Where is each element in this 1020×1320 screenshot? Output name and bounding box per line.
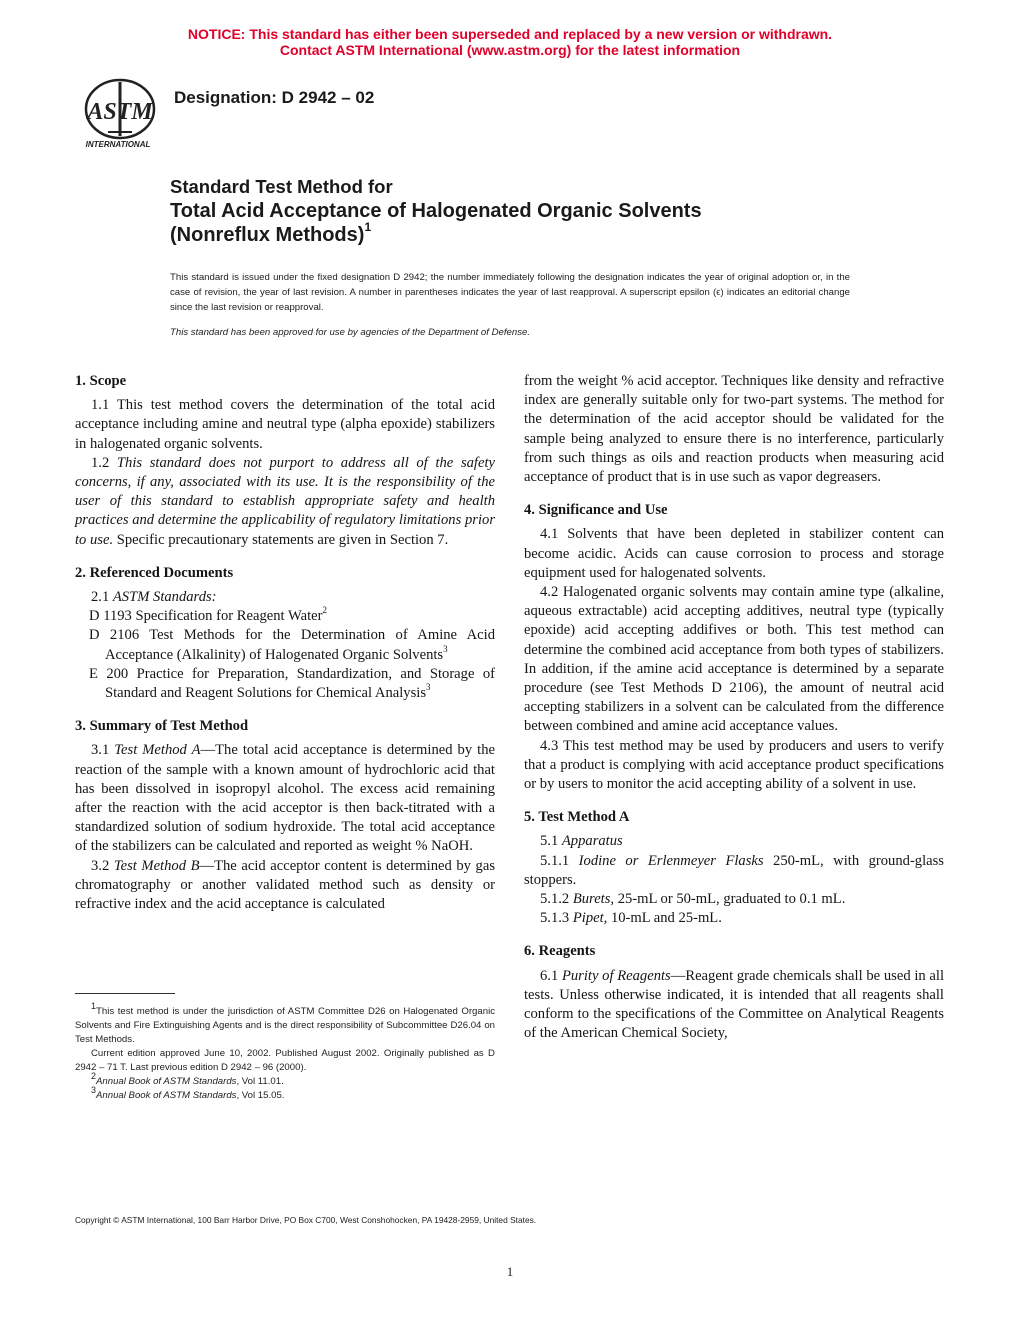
logo-letters: ASTM	[87, 99, 153, 125]
section-heading-test-method-a: 5. Test Method A	[524, 809, 630, 826]
ref-text: D 2106 Test Methods for the Determination of Amine Acid Acceptance (Alkalinity) of Halogenated Organic Solvents	[89, 627, 495, 663]
footnote-2	[75, 1070, 495, 1089]
paragraph-5-1-2	[524, 890, 944, 909]
section-heading-significance: 4. Significance and Use	[524, 502, 668, 519]
reference-d1193	[75, 607, 495, 626]
para-italic: Burets,	[572, 891, 615, 908]
para-num: 5.1.1	[540, 852, 579, 869]
para-italic: This standard does not purport to address all of the safety concerns, if any, associated with its use. It is the responsibility of the user of this standard to establish appropriate safety and health practices and determine the applicability of regulatory limitations prior to use.	[75, 454, 495, 548]
footnotes	[75, 1000, 495, 1103]
para-num: 3.2	[91, 857, 114, 874]
para-text: 10-mL and 25-mL.	[607, 910, 722, 927]
withdrawal-notice	[0, 26, 1020, 58]
footnote-divider	[75, 993, 175, 994]
para-num: 5.1	[540, 833, 562, 850]
footnote-italic: Annual Book of ASTM Standards	[96, 1090, 237, 1101]
para-text: 250-mL, with ground-glass stoppers.	[524, 852, 944, 888]
astm-logo	[78, 76, 160, 150]
para-num: 3.1	[91, 742, 115, 759]
para-text: —The acid acceptor content is determined by gas chromatography or another validated method such as density or refractive index and the acid acceptance is calculated	[75, 857, 495, 913]
para-tail: Specific precautionary statements are given in Section 7.	[113, 531, 449, 548]
footnote-mark: 3	[443, 643, 448, 654]
page-number: 1	[506, 1264, 514, 1279]
ref-text: D 1193 Specification for Reagent Water	[89, 608, 323, 625]
title-line-2: Total Acid Acceptance of Halogenated Organic Solvents	[170, 200, 702, 222]
para-italic: ASTM Standards:	[112, 589, 217, 606]
paragraph-3-1	[75, 741, 495, 856]
paragraph-6-1	[524, 967, 944, 1044]
para-text: —The total acid acceptance is determined by the reaction of the sample with a known amount of hydrochloric acid that has been dissolved in isopropyl alcohol. The excess acid remaining after the reaction with the acid acceptor is then back-titrated with a standardized solution of sodium hydroxide. The total acid acceptance of the stabilizers can be calculated and reported as weight % NaOH.	[75, 742, 496, 855]
reference-d2106	[75, 626, 495, 664]
para-text: —Reagent grade chemicals shall be used in all tests. Unless otherwise indicated, it is intended that all reagents shall conform to the specifications of the Committee on Analytical Reagents of the American Chemical Society,	[524, 967, 945, 1042]
section-heading-reagents: 6. Reagents	[524, 943, 596, 960]
ref-text: E 200 Practice for Preparation, Standardization, and Storage of Standard and Reagent Solutions for Chemical Analysis	[89, 665, 495, 702]
footnote-3	[75, 1084, 495, 1103]
designation: Designation: D 2942 – 02	[174, 88, 375, 107]
paragraph-1-2	[75, 454, 495, 550]
copyright-notice: Copyright © ASTM International, 100 Barr Harbor Drive, PO Box C700, West Conshohocken, PA 19428-2959, United States.	[75, 1215, 537, 1225]
paragraph-4-2: 4.2 Halogenated organic solvents may contain amine type (alkaline, aqueous extractable) acid accepting additives, neutral type (typically epoxide) acid accepting addifives or both. This test method can determine the combined acid acceptance from both types of stabilizers. In addition, if the amine acid acceptance is determined by a separate procedure (see Test Methods D 2106), the amount of neutral acid accepting stabilizers in a solvent can be calculated from the difference between combined and amine acid acceptance values.	[524, 584, 944, 735]
reference-e200	[75, 665, 495, 703]
paragraph-5-1	[524, 832, 944, 851]
paragraph-4-3: 4.3 This test method may be used by producers and users to verify that a product is complying with acid acceptance product specifications or by users to monitor the acid accepting ability of a solvent in use.	[524, 737, 944, 793]
paragraph-3-2	[75, 857, 495, 915]
footnote-italic: Annual Book of ASTM Standards	[96, 1076, 237, 1087]
title-line-3-text: (Nonreflux Methods)	[170, 224, 365, 246]
para-italic: Test Method A	[114, 742, 201, 759]
left-column	[75, 372, 495, 914]
para-num: 2.1	[91, 589, 113, 606]
paragraph-5-1-3	[524, 909, 944, 928]
footnote-text: , Vol 11.01.	[236, 1076, 284, 1087]
section-heading-summary: 3. Summary of Test Method	[75, 718, 249, 735]
para-italic: Purity of Reagents	[561, 967, 671, 984]
logo-international: INTERNATIONAL	[85, 140, 151, 149]
footnote-text: This test method is under the jurisdiction of ASTM Committee D26 on Halogenated Organic Solvents and Fire Extinguishing Agents and is the direct responsibility of Subcommittee D26.04 on Test Methods.	[75, 1006, 495, 1045]
para-num: 6.1	[540, 967, 562, 984]
issued-statement: This standard is issued under the fixed designation D 2942; the number immediately following the designation indicates the year of original adoption or, in the case of revision, the year of last revision. A number in parentheses indicates the year of last reapproval. A superscript epsilon (ϵ) indicates an editorial change since the last revision or reapproval.	[170, 272, 850, 313]
para-italic: Test Method B	[113, 857, 200, 874]
footnote-text: , Vol 15.05.	[236, 1090, 285, 1101]
para-num: 1.2	[91, 454, 117, 471]
paragraph-4-1: 4.1 Solvents that have been depleted in stabilizer content can become acidic. Acids can cause corrosion to process and storage equipment used for halogenated solvents.	[524, 526, 944, 581]
title-line-1: Standard Test Method for	[170, 176, 393, 197]
footnote-mark: 3	[426, 682, 431, 693]
title-line-3	[170, 220, 870, 247]
title-footnote-mark: 1	[364, 220, 372, 235]
footnote-mark: 3	[91, 1084, 97, 1095]
paragraph-5-1-1	[524, 852, 944, 890]
notice-line-1: NOTICE: This standard has either been superseded and replaced by a new version or withdrawn.	[187, 26, 833, 42]
para-italic: Apparatus	[561, 833, 623, 850]
footnote-1	[75, 1000, 495, 1047]
section-heading-scope: 1. Scope	[75, 373, 127, 389]
approval-statement: This standard has been approved for use by agencies of the Department of Defense.	[170, 327, 530, 338]
footnote-mark: 1	[91, 1000, 97, 1011]
para-num: 5.1.3	[540, 910, 573, 927]
paragraph-2-1	[75, 588, 495, 607]
notice-line-2: Contact ASTM International (www.astm.org) for the latest information	[279, 42, 741, 58]
para-italic: Iodine or Erlenmeyer Flasks	[578, 852, 764, 869]
footnote-1-edition: Current edition approved June 10, 2002. Published August 2002. Originally published as D 2942 – 71 T. Last previous edition D 2942 – 96 (2000).	[75, 1048, 495, 1073]
section-heading-referenced-documents: 2. Referenced Documents	[75, 564, 234, 581]
paragraph-1-1: 1.1 This test method covers the determination of the total acid acceptance including amine and neutral type (alpha epoxide) stabilizers in halogenated organic solvents.	[75, 397, 495, 452]
footnote-mark: 2	[91, 1070, 97, 1081]
paragraph-3-2-continued: from the weight % acid acceptor. Techniques like density and refractive index are generally suitable only for two-part systems. The method for the determination of the acid acceptor should be validated for the sample being analyzed to ensure there is no interference, particularly from such things as oils and reaction products when measuring acid acceptance of product that is in use such as vapor degreasers.	[524, 373, 944, 486]
right-column	[524, 372, 944, 1044]
para-text: 25-mL or 50-mL, graduated to 0.1 mL.	[614, 891, 846, 908]
para-num: 5.1.2	[540, 891, 573, 908]
para-italic: Pipet,	[572, 910, 608, 927]
footnote-mark: 2	[322, 605, 327, 616]
document-title	[170, 175, 870, 247]
